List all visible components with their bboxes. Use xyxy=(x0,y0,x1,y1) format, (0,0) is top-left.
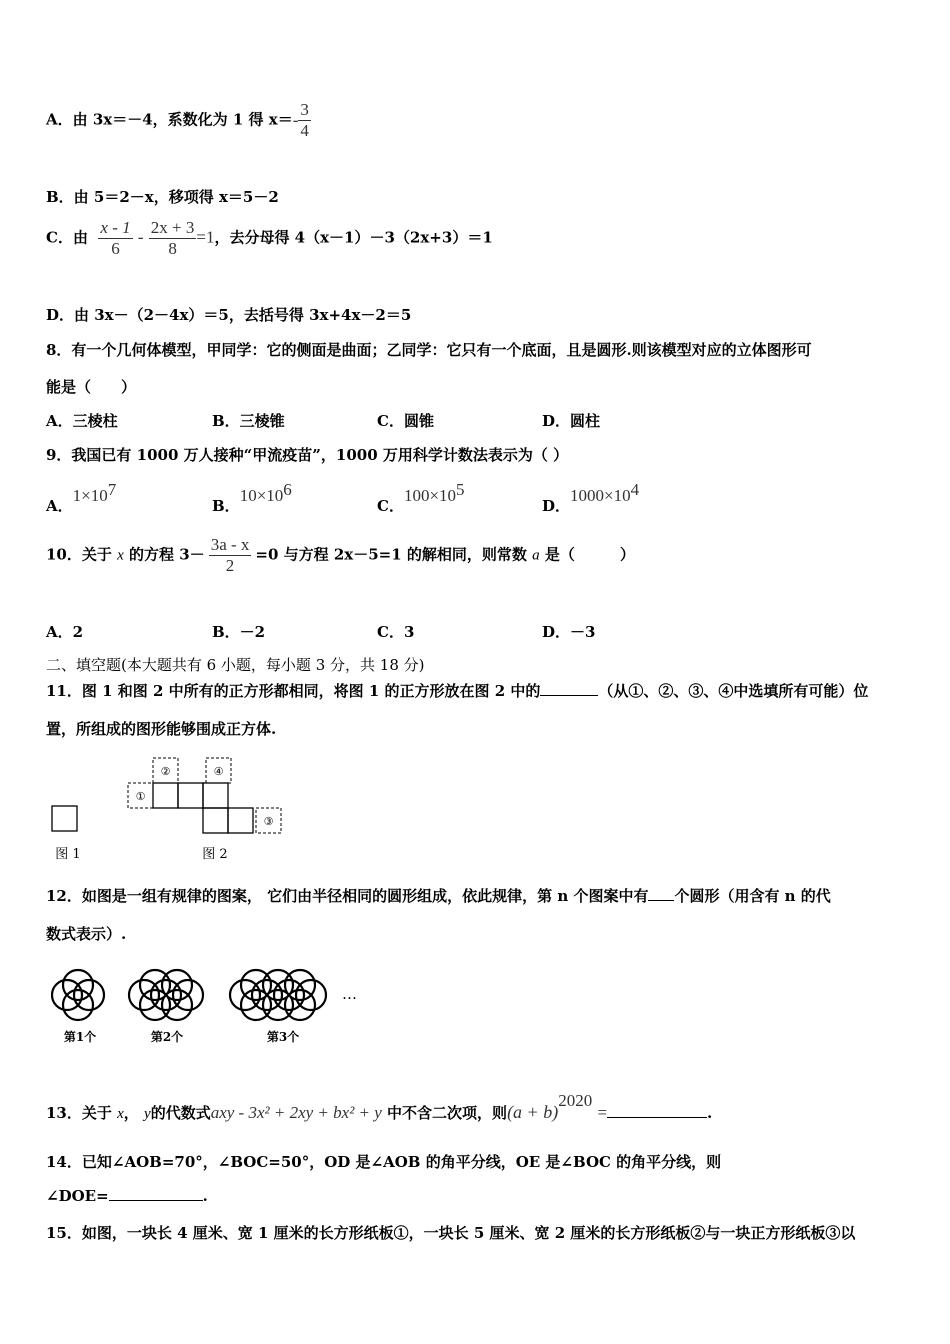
caption-2: 第2个 xyxy=(150,1030,184,1044)
q9-option-b: B．$10\times 10^6$ xyxy=(212,480,292,515)
q13-stem: 13．关于 x， y的代数式axy - 3x² + 2xy + bx² + y 中不含二次项，则$(a + b)^{2020}$ = . xyxy=(46,1091,713,1122)
fig2-square xyxy=(203,808,228,833)
answer-blank[interactable] xyxy=(540,695,598,696)
q9-option-c: C．$100\times 10^5$ xyxy=(377,480,465,515)
q14-stem-line1: 14．已知∠AOB=70°，∠BOC=50°，OD 是∠AOB 的角平分线，OE 是∠BOC 的角平分线，则 xyxy=(46,1153,722,1171)
q9-option-d: D．$1000\times 10^4$ xyxy=(542,480,640,515)
fig2-square xyxy=(178,783,203,808)
pattern-3 xyxy=(230,970,326,1020)
q9-option-a: A．$1\times 10^7$ xyxy=(46,480,117,515)
q11-stem-line1: 11．图 1 和图 2 中所有的正方形都相同，将图 1 的正方形放在图 2 中的 （从①、②、③、④中选填所有可能）位 xyxy=(46,682,869,700)
q8-option-d: D．圆柱 xyxy=(542,412,601,430)
q7-option-b: B．由 5＝2－x，移项得 x＝5－2 xyxy=(46,188,279,206)
ellipsis: … xyxy=(342,985,357,1003)
q10-option-c: C．3 xyxy=(377,623,415,641)
answer-blank[interactable] xyxy=(648,900,674,901)
q12-stem-line2: 数式表示）. xyxy=(46,925,127,943)
mark-1: ① xyxy=(135,790,146,803)
fraction: $\frac{3a - x}{2}$ xyxy=(210,535,250,575)
fraction: $\frac{3}{4}$ xyxy=(300,100,309,140)
q10-option-d: D．－3 xyxy=(542,623,596,641)
expression: axy - 3x² + 2xy + bx² + y xyxy=(210,1103,382,1122)
q7-option-d: D．由 3x－（2－4x）＝5，去括号得 3x+4x－2＝5 xyxy=(46,306,412,324)
pattern-2 xyxy=(129,970,203,1020)
fraction: $\frac{x - 1}{6}$ xyxy=(100,218,131,258)
fig1-square xyxy=(52,806,77,831)
q8-stem-line1: 8．有一个几何体模型，甲同学：它的侧面是曲面；乙同学：它只有一个底面，且是圆形.则该模型对应的立体图形可 xyxy=(46,341,812,359)
q11-figure xyxy=(44,750,304,865)
caption-3: 第3个 xyxy=(266,1030,300,1044)
answer-blank[interactable] xyxy=(109,1200,203,1201)
q12-stem-line1: 12．如图是一组有规律的图案， 它们由半径相同的圆形组成，依此规律，第 n 个图案中有 个圆形（用含有 n 的代 xyxy=(46,887,831,905)
fig2-square xyxy=(153,783,178,808)
q8-option-a: A．三棱柱 xyxy=(46,412,118,430)
fig2-label: 图 2 xyxy=(202,847,228,862)
q9-stem: 9．我国已有 1000 万人接种“甲流疫苗”，1000 万用科学计数法表示为（ ） xyxy=(46,446,569,464)
mark-2: ② xyxy=(160,765,171,778)
q8-stem-line2: 能是（ ） xyxy=(46,378,137,396)
fig2-square xyxy=(228,808,253,833)
q10-stem: 10．关于 x 的方程 3－ $\frac{3a - x}{2}$ =0 与方程 2x－5=1 的解相同，则常数 a 是（ ） xyxy=(46,535,635,575)
mark-3: ③ xyxy=(263,815,274,828)
q7-option-c: C．由 $\frac{x - 1}{6}$ - $\frac{2x + 3}{8}$ =1，去分母得 4（x－1）－3（2x+3）＝1 xyxy=(46,218,493,258)
q14-stem-line2: ∠DOE= . xyxy=(46,1187,208,1205)
q11-stem-line2: 置，所组成的图形能够围成正方体. xyxy=(46,720,277,738)
q8-option-b: B．三棱锥 xyxy=(212,412,285,430)
section-heading: 二、填空题(本大题共有 6 小题，每小题 3 分，共 18 分) xyxy=(46,656,425,674)
fig1-label: 图 1 xyxy=(55,847,81,862)
pattern-1 xyxy=(52,970,104,1020)
q15-stem-line1: 15．如图，一块长 4 厘米、宽 1 厘米的长方形纸板①，一块长 5 厘米、宽 2 厘米的长方形纸板②与一块正方形纸板③以 xyxy=(46,1224,856,1242)
mark-4: ④ xyxy=(213,765,224,778)
answer-blank[interactable] xyxy=(607,1117,707,1118)
fig2-square xyxy=(203,783,228,808)
q8-option-c: C．圆锥 xyxy=(377,412,434,430)
fraction: $\frac{2x + 3}{8}$ xyxy=(150,218,195,258)
q12-figure xyxy=(44,965,374,1050)
q7-option-a: A．由 3x＝－4，系数化为 1 得 x＝- $\frac{3}{4}$ xyxy=(46,100,309,140)
q10-option-a: A．2 xyxy=(46,623,84,641)
caption-1: 第1个 xyxy=(63,1030,97,1044)
q10-option-b: B．－2 xyxy=(212,623,266,641)
